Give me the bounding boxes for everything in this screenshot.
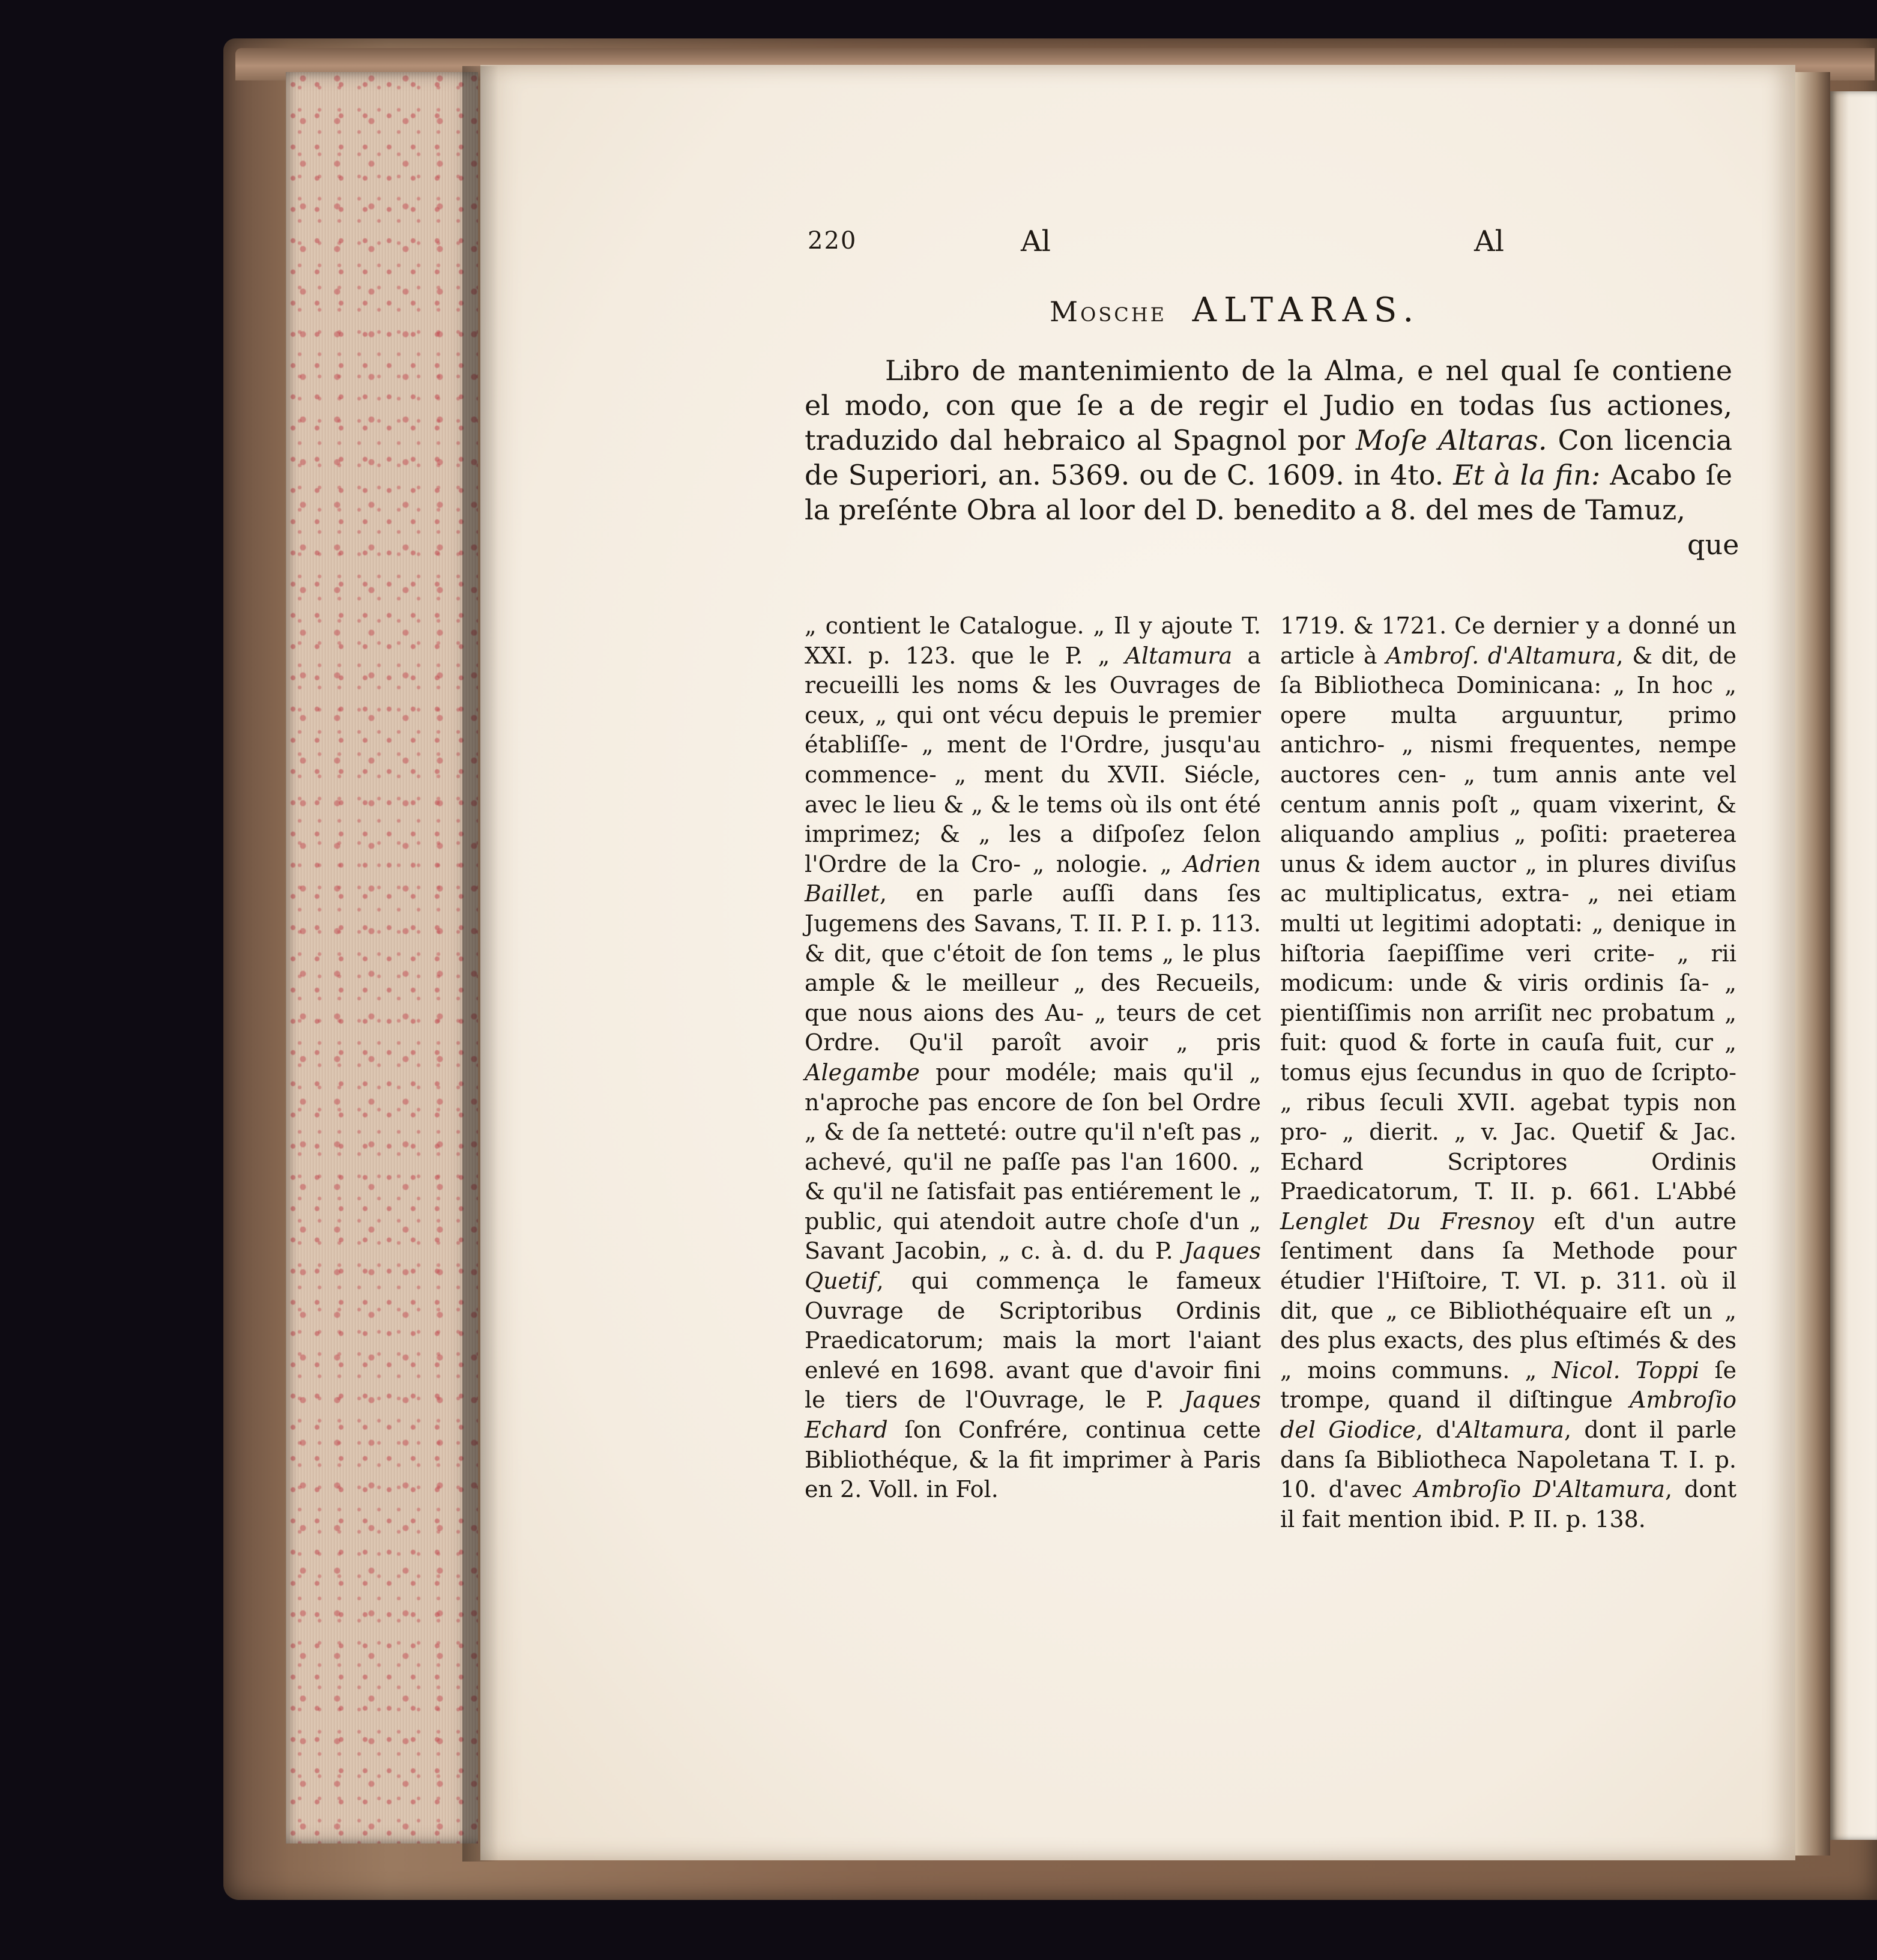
book-gutter [1795, 72, 1830, 1856]
left-column [805, 611, 1261, 1505]
page-edge-shadow [462, 66, 498, 1862]
right-col-text: , & dit, de ſa Bibliotheca Dominicana: „ In hoc „ opere multa arguuntur, primo antichro- „ nismi frequentes, nempe auctores cen- „ tum annis ante vel centum annis poſt „ quam vixerint, & aliquando amplius „ poſiti: praeterea unus & idem auctor „ in plures diviſus ac multiplicatus, extra- „ nei etiam multi ut legitimi adoptati: „ denique in hiſtoria ſaepiſſime veri crite- „ rii modicum: unde & viris ordinis ſa- „ pientiſſimis non arriſit nec probatum „ fuit: quod & forte in cauſa fuit, cur „ tomus ejus ſecundus in quo de ſcripto- „ ribus ſeculi XVII. agebat typis non pro- „ dierit. „ v. Jac. Quetif & Jac. Echard Scriptores Ordinis Praedicatorum, T. II. p. 661. L'Abbé [1280, 642, 1737, 1205]
entry-heading [1050, 291, 1421, 330]
entry-author-first: Mosche [1050, 295, 1167, 328]
intro-text-1: Libro de mantenimiento de la Alma, e nel qual ſe contiene el modo, con que ſe a de regir el Judio en todas ſus actiones, traduzido dal hebraico al Spagnol por [805, 354, 1732, 456]
left-col-italic: Jaques Quetif [805, 1238, 1261, 1295]
right-col-italic: Ambroſio D'Altamura [1414, 1476, 1665, 1503]
right-col-italic: Lenglet Du Fresnoy [1280, 1208, 1534, 1235]
right-col-text: 1719. & 1721. Ce dernier y a donné un article à [1280, 612, 1736, 669]
intro-author-italic: Moſe Altaras. [1355, 424, 1547, 456]
facing-page-edge [1830, 91, 1877, 1840]
right-column [1280, 611, 1736, 1534]
intro-text-2: Con licencia de Superiori, an. 5369. ou de C. 1609. in 4to. [805, 424, 1732, 491]
left-col-italic: Adrien Baillet [805, 850, 1261, 907]
catchword: que [1687, 528, 1739, 561]
page-number: 220 [808, 227, 857, 255]
intro-text-3: Acabo ſe la preſénte Obra al loor del D. benedito a 8. del mes de Tamuz, [805, 459, 1732, 526]
right-col-text: , dont il fait mention ibid. P. II. p. 138. [1280, 1476, 1737, 1532]
left-col-text: a recueilli les noms & les Ouvrages de ceux, „ qui ont vécu depuis le premier établiſſe- „ ment de l'Ordre, jusqu'au commence- „ ment du XVII. Siécle, avec le lieu & „ & le tems où ils ont été imprimez; & „ les a diſpoſez ſelon l'Ordre de la Cro- „ nologie. „ [805, 642, 1262, 877]
left-col-text: „ contient le Catalogue. „ Il y ajoute T. XXI. p. 123. que le P. „ [805, 612, 1261, 669]
left-col-text: , en parle auſſi dans ſes Jugemens des Savans, T. II. P. I. p. 113. & dit, que c'étoit de ſon tems „ le plus ample & le meilleur „ des Recueils, que nous aions des Au- „ teurs de cet Ordre. Qu'il paroît avoir „ pris [805, 880, 1261, 1056]
right-col-text: , dont il parle dans ſa Bibliotheca Napoletana T. I. p. 10. d'avec [1280, 1417, 1737, 1503]
page-block-edge [286, 72, 478, 1844]
entry-intro-paragraph [805, 353, 1732, 527]
left-col-italic: Alegambe [805, 1059, 920, 1086]
left-col-italic: Jaques Echard [805, 1387, 1261, 1444]
left-col-text: pour modéle; mais qu'il „ n'aproche pas encore de ſon bel Ordre „ & de ſa netteté: outre qu'il n'eſt pas „ achevé, qu'il ne paſſe pas l'an 1600. „ & qu'il ne ſatisfait pas entiérement le „ public, qui atendoit autre choſe d'un „ Savant Jacobin, „ c. à. d. du P. [805, 1059, 1261, 1265]
right-col-italic: Ambroſ. d'Altamura [1386, 642, 1616, 669]
right-col-text: ſe trompe, quand il diſtingue [1280, 1357, 1736, 1414]
left-col-text: , qui commença le fameux Ouvrage de Scriptoribus Ordinis Praedicatorum; mais la mort l'aiant enlevé en 1698. avant que d'avoir fini le tiers de l'Ouvrage, le P. [805, 1268, 1261, 1414]
right-col-italic: Altamura [1457, 1417, 1564, 1444]
right-col-text: , d' [1415, 1417, 1457, 1444]
right-col-text: eſt d'un autre ſentiment dans ſa Methode pour étudier l'Hiſtoire, T. VI. p. 311. où il dit, que „ ce Bibliothéquaire eſt un „ des plus exacts, des plus eſtimés & des „ moins communs. „ [1280, 1208, 1736, 1384]
left-col-text: ſon Confrére, continua cette Bibliothéque, & la fit imprimer à Paris en 2. Voll. in Fol. [805, 1417, 1261, 1503]
left-col-italic: Altamura [1125, 642, 1233, 669]
intro-italic-phrase: Et à la fin: [1453, 459, 1601, 491]
right-col-italic: Nicol. Toppi [1552, 1357, 1700, 1384]
right-col-italic: Ambroſio del Giodice [1280, 1387, 1736, 1444]
running-head-right: Al [1474, 225, 1505, 258]
running-head-left: Al [1021, 225, 1051, 258]
entry-author-last: ALTARAS. [1192, 291, 1421, 330]
